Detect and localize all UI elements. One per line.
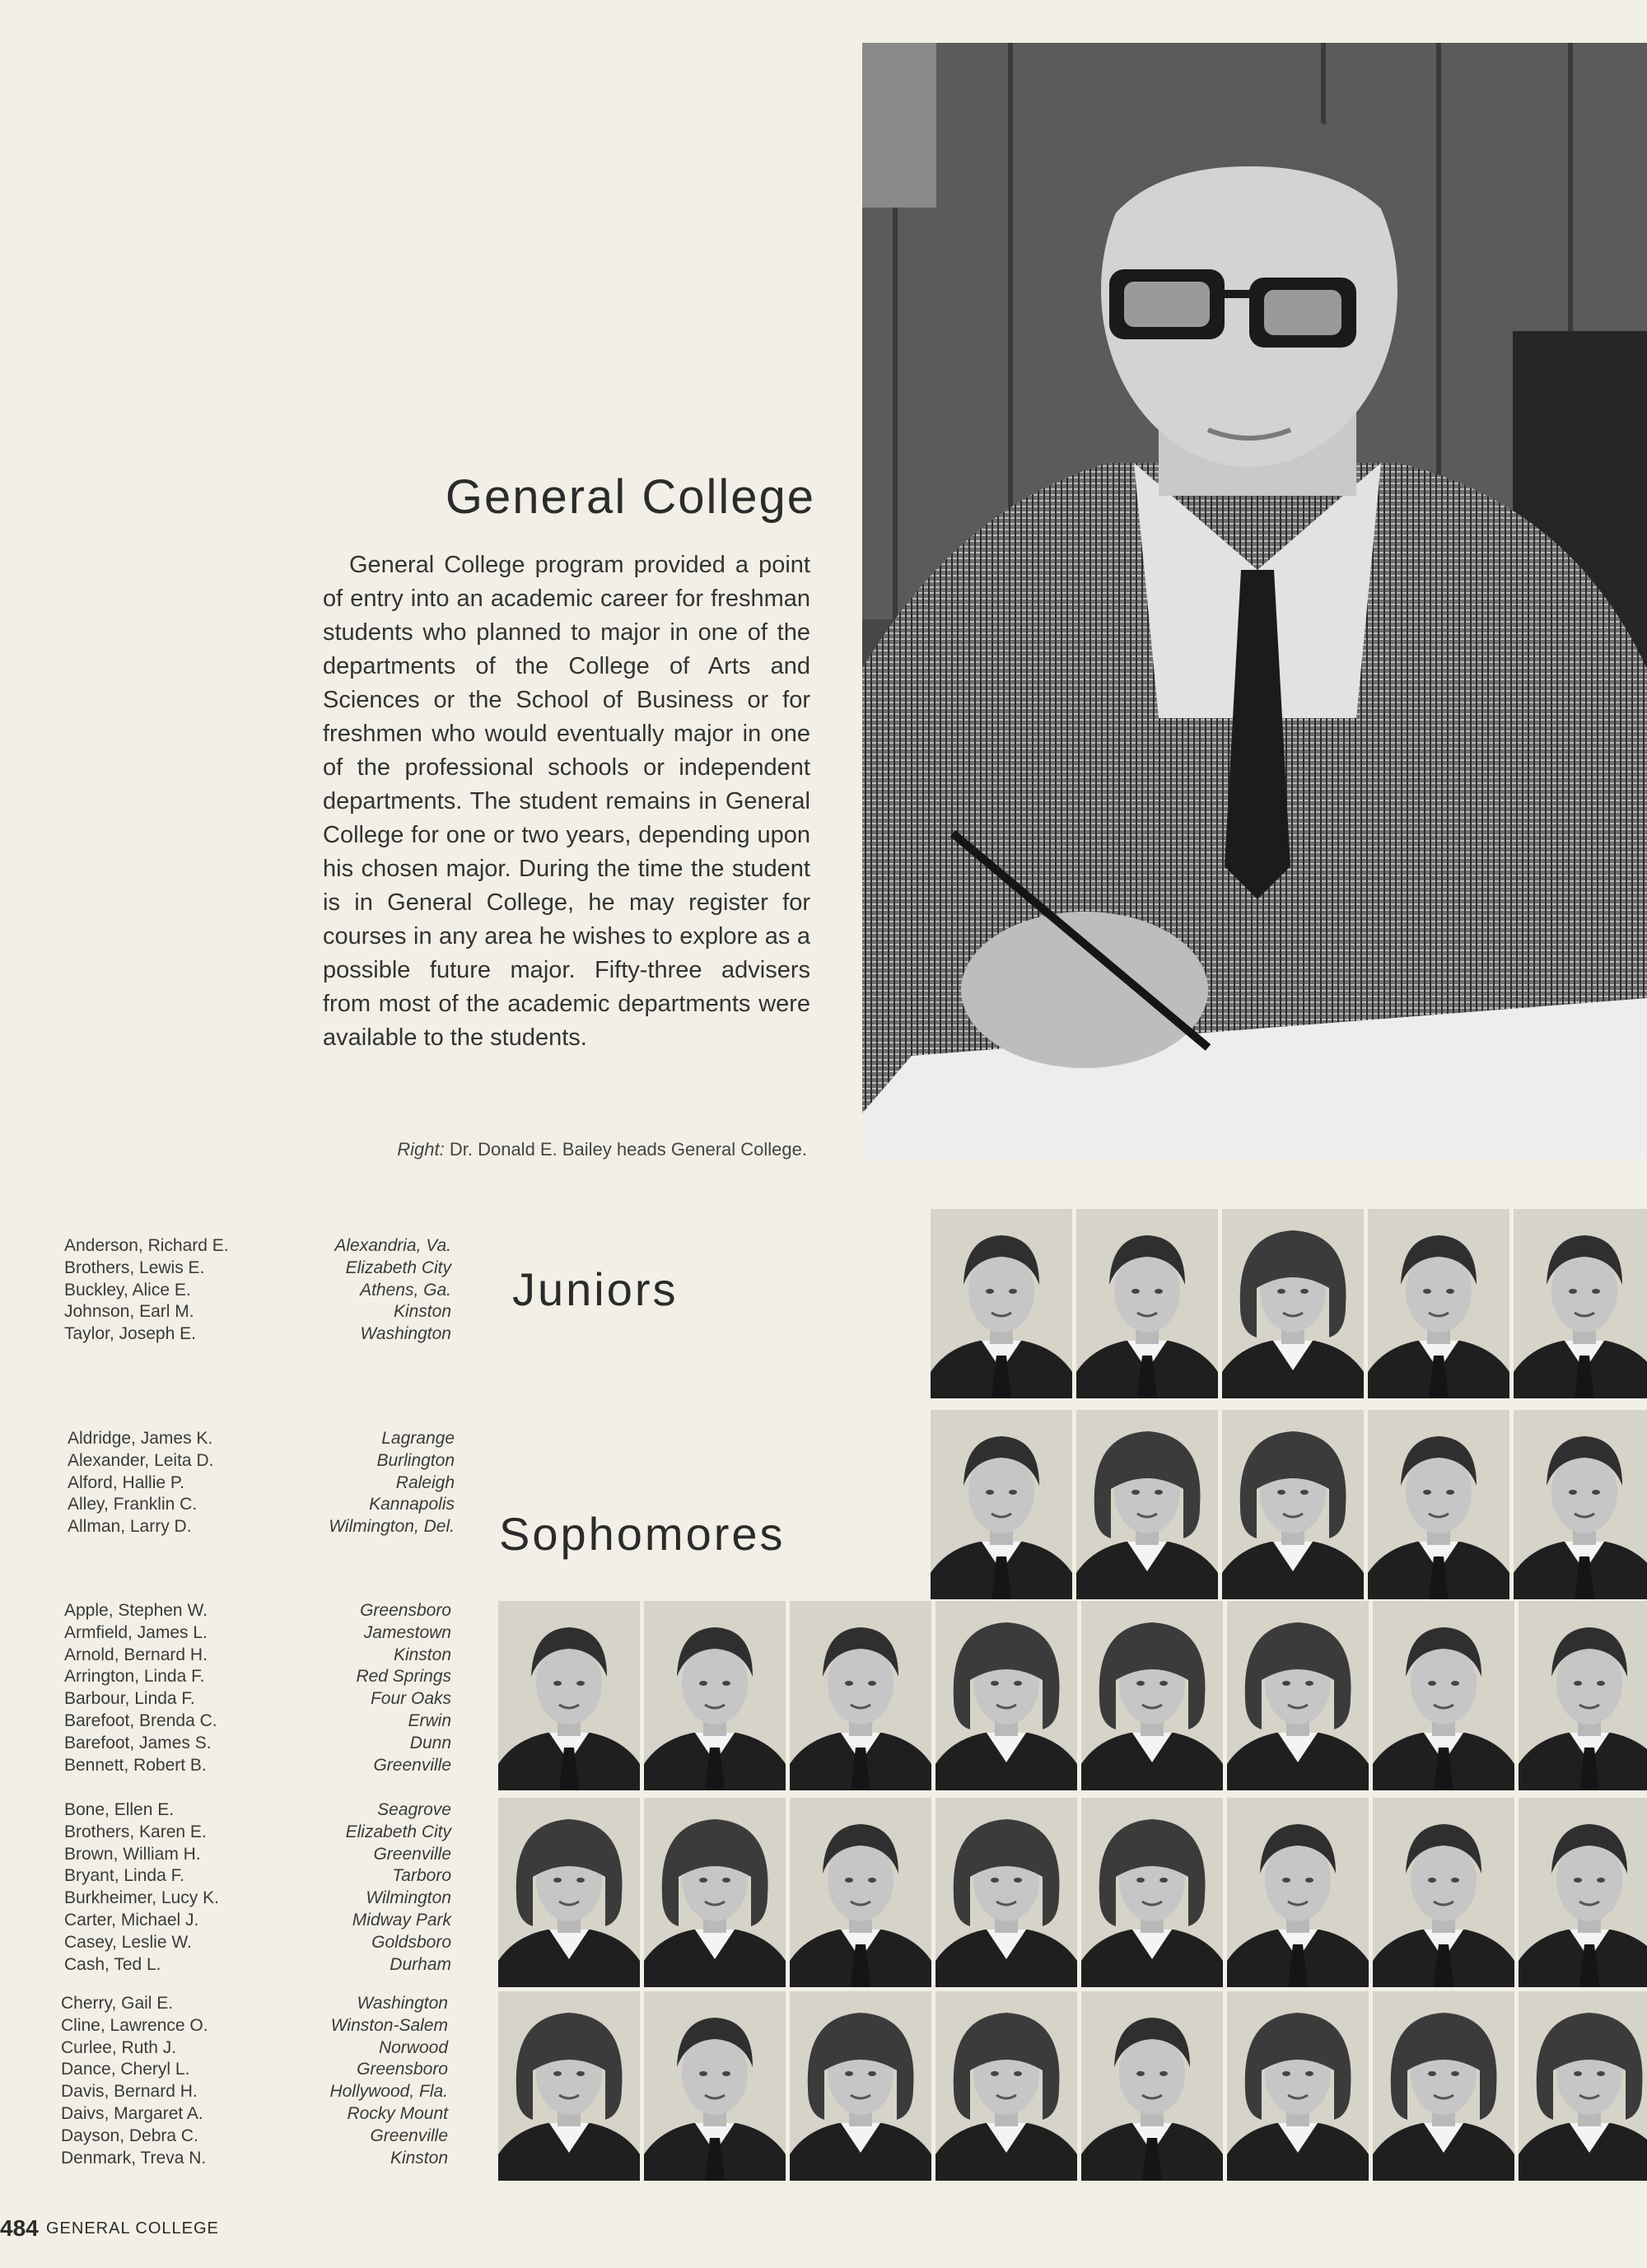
- student-name: Casey, Leslie W.: [64, 1932, 192, 1952]
- student-portrait: [644, 1991, 786, 2181]
- student-portrait: [1081, 1601, 1223, 1790]
- student-portrait: [1227, 1601, 1369, 1790]
- student-hometown: Rocky Mount: [347, 2103, 448, 2123]
- student-name: Bone, Ellen E.: [64, 1800, 175, 1819]
- juniors-heading: Juniors: [512, 1263, 679, 1315]
- student-portrait: [1519, 1991, 1647, 2181]
- student-portrait: [790, 1991, 931, 2181]
- student-hometown: Wilmington, Del.: [329, 1517, 455, 1537]
- student-hometown: Durham: [390, 1954, 451, 1974]
- student-portrait: [935, 1798, 1077, 1987]
- student-hometown: Hollywood, Fla.: [329, 2082, 448, 2102]
- student-hometown: Athens, Ga.: [360, 1280, 451, 1300]
- student-hometown: Norwood: [378, 2037, 448, 2057]
- student-portrait: [1076, 1209, 1218, 1398]
- student-portrait: [498, 1601, 640, 1790]
- student-hometown: Winston-Salem: [330, 2015, 448, 2035]
- student-hometown: Tarboro: [392, 1866, 451, 1886]
- hometown-column: [237, 1799, 451, 1976]
- student-name: Denmark, Treva N.: [61, 2148, 207, 2168]
- sophomores-heading: Sophomores: [499, 1508, 786, 1560]
- student-name: Cherry, Gail E.: [61, 1994, 174, 2013]
- student-name: Barbour, Linda F.: [64, 1689, 195, 1709]
- student-portrait: [1514, 1209, 1647, 1398]
- student-name: Bryant, Linda F.: [64, 1866, 184, 1886]
- student-name: Apple, Stephen W.: [64, 1601, 208, 1620]
- student-portrait: [644, 1798, 786, 1987]
- student-portrait: [1368, 1410, 1509, 1599]
- student-hometown: Greenville: [373, 1755, 451, 1775]
- student-name: Carter, Michael J.: [64, 1910, 199, 1930]
- student-name: Armfield, James L.: [64, 1622, 208, 1642]
- student-hometown: Midway Park: [352, 1910, 451, 1930]
- student-name: Cash, Ted L.: [64, 1954, 161, 1974]
- hero-photo-dr-bailey: [862, 43, 1647, 1159]
- student-name: Arnold, Bernard H.: [64, 1645, 208, 1664]
- hometown-column: [240, 1428, 455, 1538]
- student-portrait: [1081, 1991, 1223, 2181]
- name-column: [68, 1428, 213, 1538]
- student-hometown: Lagrange: [381, 1429, 455, 1448]
- student-hometown: Erwin: [408, 1710, 451, 1730]
- student-portrait: [931, 1209, 1072, 1398]
- student-portrait: [1519, 1798, 1647, 1987]
- student-portrait: [1222, 1209, 1364, 1398]
- name-column: [64, 1799, 219, 1976]
- student-name: Curlee, Ruth J.: [61, 2037, 177, 2057]
- student-portrait: [931, 1410, 1072, 1599]
- hometown-column: [237, 1235, 451, 1346]
- student-portrait: [498, 1991, 640, 2181]
- footer-section-label: GENERAL COLLEGE: [46, 2219, 219, 2238]
- student-hometown: Greenville: [373, 1844, 451, 1864]
- student-name: Alley, Franklin C.: [68, 1495, 198, 1514]
- student-name: Buckley, Alice E.: [64, 1280, 191, 1300]
- student-name: Johnson, Earl M.: [64, 1302, 194, 1322]
- student-name: Alford, Hallie P.: [68, 1472, 185, 1492]
- student-portrait: [1081, 1798, 1223, 1987]
- student-portrait: [790, 1798, 931, 1987]
- student-hometown: Wilmington: [366, 1888, 451, 1908]
- student-name: Allman, Larry D.: [68, 1517, 192, 1537]
- student-portrait: [1227, 1798, 1369, 1987]
- student-hometown: Washington: [360, 1324, 451, 1344]
- student-name: Taylor, Joseph E.: [64, 1324, 196, 1344]
- student-name: Arrington, Linda F.: [64, 1667, 205, 1687]
- caption-text: Dr. Donald E. Bailey heads General College.: [449, 1139, 807, 1160]
- student-portrait: [644, 1601, 786, 1790]
- hometown-column: [234, 1993, 448, 2169]
- student-name: Aldridge, James K.: [68, 1429, 213, 1448]
- name-column: [64, 1600, 217, 1776]
- student-portrait: [1519, 1601, 1647, 1790]
- student-hometown: Red Springs: [356, 1667, 451, 1687]
- student-name: Dayson, Debra C.: [61, 2126, 198, 2145]
- student-portrait: [498, 1798, 640, 1987]
- student-hometown: Washington: [357, 1994, 448, 2013]
- student-hometown: Dunn: [409, 1733, 451, 1752]
- student-name: Alexander, Leita D.: [68, 1450, 214, 1470]
- student-portrait: [1373, 1601, 1514, 1790]
- article-body: General College program provided a point of entry into an academic career for freshman students who planned to major in one of the departments of the College of Arts and Sciences or the School of Business or for freshmen who would eventually major in one of the professional schools or independent departments. The student remains in General College for one or two years, depending upon his chosen major. During the time the student is in General College, he may register for courses in any area he wishes to explore as a possible future major. Fifty-three advisers from most of the academic departments were available to the students.: [323, 552, 810, 1051]
- student-portrait: [935, 1601, 1077, 1790]
- student-hometown: Kinston: [390, 2148, 448, 2168]
- student-hometown: Four Oaks: [370, 1689, 451, 1709]
- student-name: Anderson, Richard E.: [64, 1236, 229, 1255]
- caption-lead: Right:: [397, 1139, 445, 1160]
- name-column: [61, 1993, 208, 2169]
- student-portrait: [1373, 1991, 1514, 2181]
- student-hometown: Seagrove: [377, 1800, 451, 1819]
- student-name: Cline, Lawrence O.: [61, 2015, 208, 2035]
- page-number: 484: [0, 2215, 39, 2241]
- student-portrait: [1368, 1209, 1509, 1398]
- student-portrait: [1227, 1991, 1369, 2181]
- student-portrait: [1514, 1410, 1647, 1599]
- student-portrait: [790, 1601, 931, 1790]
- student-hometown: Kannapolis: [369, 1495, 455, 1514]
- student-name: Bennett, Robert B.: [64, 1755, 207, 1775]
- photo-caption: [272, 1139, 807, 1160]
- student-hometown: Kinston: [393, 1645, 451, 1664]
- student-hometown: Greensboro: [360, 1601, 451, 1620]
- student-name: Brothers, Karen E.: [64, 1822, 207, 1841]
- article-title: General College: [445, 470, 815, 524]
- student-portrait: [1222, 1410, 1364, 1599]
- student-hometown: Burlington: [376, 1450, 455, 1470]
- student-hometown: Greenville: [370, 2126, 448, 2145]
- student-portrait: [1373, 1798, 1514, 1987]
- student-name: Barefoot, James S.: [64, 1733, 212, 1752]
- student-portrait: [935, 1991, 1077, 2181]
- student-name: Brown, William H.: [64, 1844, 201, 1864]
- student-hometown: Goldsboro: [371, 1932, 451, 1952]
- student-hometown: Jamestown: [363, 1622, 451, 1642]
- student-hometown: Elizabeth City: [345, 1822, 451, 1841]
- student-name: Dance, Cheryl L.: [61, 2060, 190, 2079]
- student-name: Brothers, Lewis E.: [64, 1258, 205, 1277]
- student-name: Daivs, Margaret A.: [61, 2103, 203, 2123]
- student-name: Burkheimer, Lucy K.: [64, 1888, 219, 1908]
- name-column: [64, 1235, 229, 1346]
- hometown-column: [237, 1600, 451, 1776]
- student-hometown: Elizabeth City: [345, 1258, 451, 1277]
- student-hometown: Alexandria, Va.: [334, 1236, 451, 1255]
- student-portrait: [1076, 1410, 1218, 1599]
- student-hometown: Kinston: [393, 1302, 451, 1322]
- student-hometown: Greensboro: [357, 2060, 448, 2079]
- student-name: Barefoot, Brenda C.: [64, 1710, 217, 1730]
- student-name: Davis, Bernard H.: [61, 2082, 198, 2102]
- student-hometown: Raleigh: [395, 1472, 455, 1492]
